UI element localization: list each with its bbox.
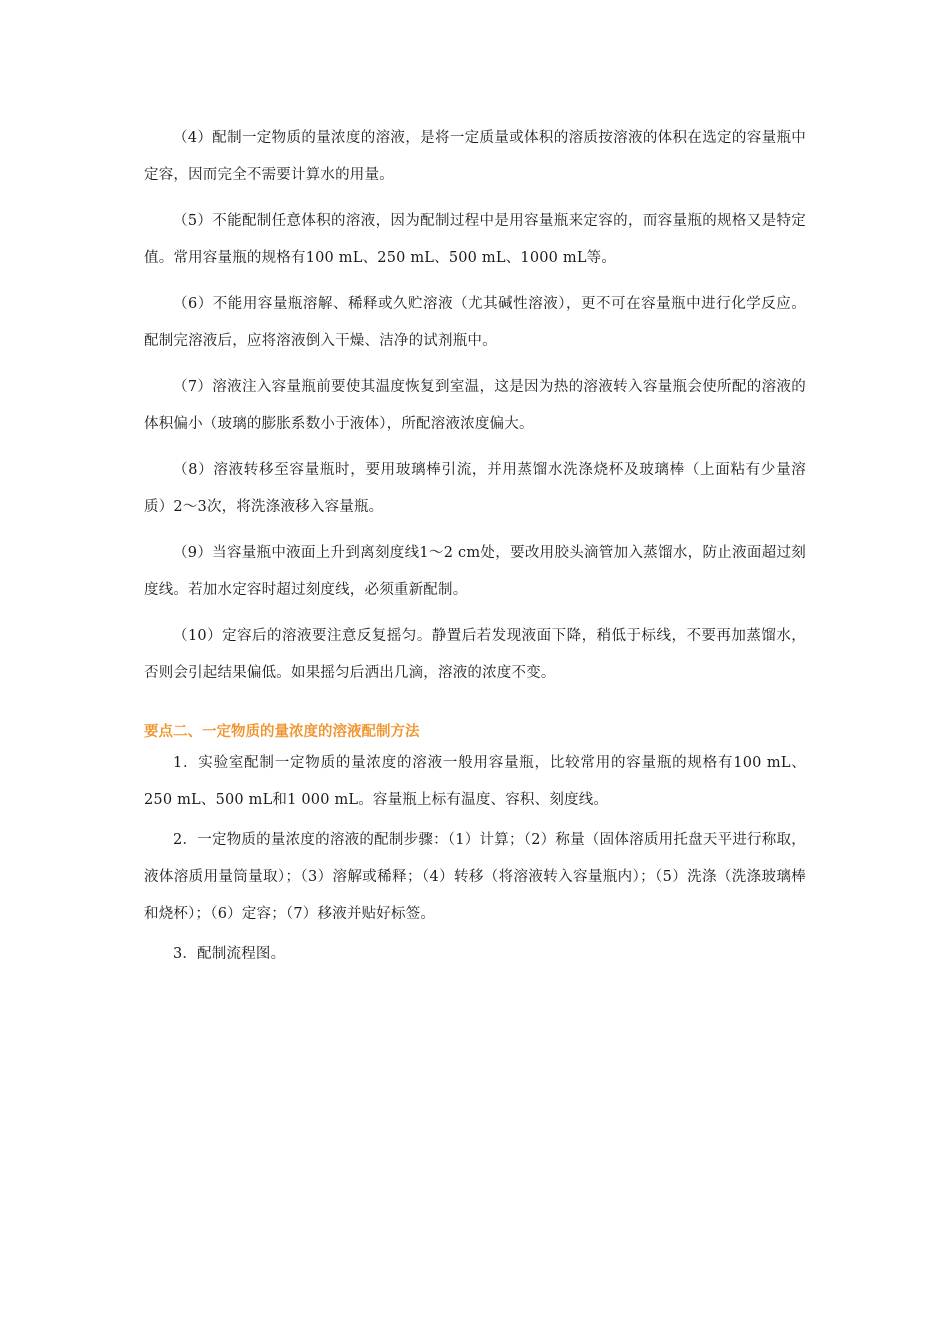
note-10: （10）定容后的溶液要注意反复摇匀。静置后若发现液面下降，稍低于标线，不要再加蒸馏水，否则会引起结果偏低。如果摇匀后洒出几滴，溶液的浓度不变。 xyxy=(144,628,806,681)
section-2-body xyxy=(144,745,806,973)
document-page xyxy=(144,120,806,976)
notes-list xyxy=(144,120,806,692)
note-6: （6）不能用容量瓶溶解、稀释或久贮溶液（尤其碱性溶液），更不可在容量瓶中进行化学反应。配制完溶液后，应将溶液倒入干燥、洁净的试剂瓶中。 xyxy=(144,296,806,349)
note-8: （8）溶液转移至容量瓶时，要用玻璃棒引流，并用蒸馏水洗涤烧杯及玻璃棒（上面粘有少量溶质）2～3次，将洗涤液移入容量瓶。 xyxy=(144,462,806,515)
section-2-item-1: 1．实验室配制一定物质的量浓度的溶液一般用容量瓶，比较常用的容量瓶的规格有100 mL、250 mL、500 mL和1 000 mL。容量瓶上标有温度、容积、刻度线。 xyxy=(144,755,806,808)
note-7: （7）溶液注入容量瓶前要使其温度恢复到室温，这是因为热的溶液转入容量瓶会使所配的溶液的体积偏小（玻璃的膨胀系数小于液体），所配溶液浓度偏大。 xyxy=(144,379,806,432)
note-5: （5）不能配制任意体积的溶液，因为配制过程中是用容量瓶来定容的，而容量瓶的规格又是特定值。常用容量瓶的规格有100 mL、250 mL、500 mL、1000 mL等。 xyxy=(144,213,806,266)
section-2-item-2: 2．一定物质的量浓度的溶液的配制步骤：（1）计算；（2）称量（固体溶质用托盘天平进行称取，液体溶质用量筒量取）；（3）溶解或稀释；（4）转移（将溶液转入容量瓶内）；（5）洗涤（洗涤玻璃棒和烧杯）；（6）定容；（7）移液并贴好标签。 xyxy=(144,832,806,922)
note-4: （4）配制一定物质的量浓度的溶液，是将一定质量或体积的溶质按溶液的体积在选定的容量瓶中定容，因而完全不需要计算水的用量。 xyxy=(144,130,806,183)
note-9: （9）当容量瓶中液面上升到离刻度线1～2 cm处，要改用胶头滴管加入蒸馏水，防止液面超过刻度线。若加水定容时超过刻度线，必须重新配制。 xyxy=(144,545,806,598)
section-heading: 要点二、一定物质的量浓度的溶液配制方法 xyxy=(144,724,420,740)
section-2-item-3: 3．配制流程图。 xyxy=(173,946,286,962)
